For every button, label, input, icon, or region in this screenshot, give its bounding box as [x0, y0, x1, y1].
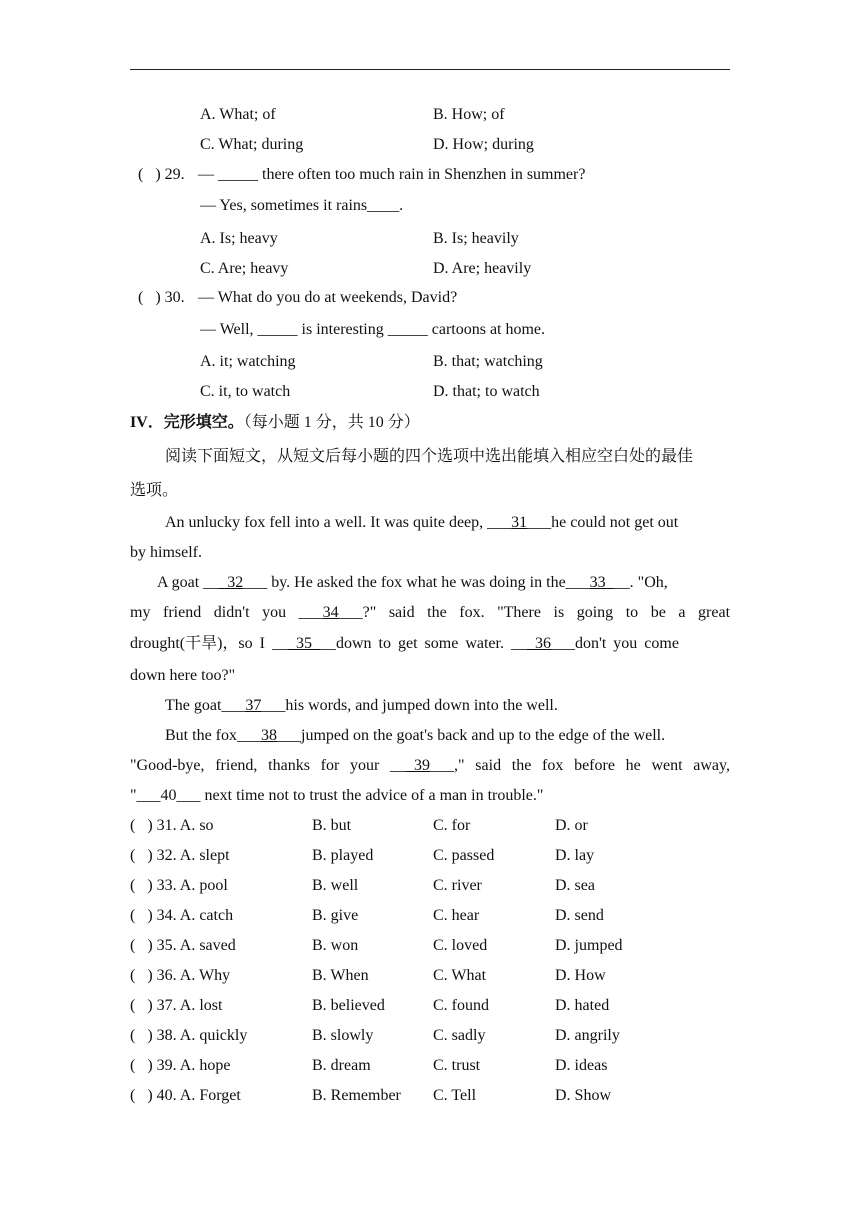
q29-option-c: C. Are; heavy: [200, 260, 289, 277]
q30-option-a: A. it; watching: [200, 353, 296, 370]
passage-line: drought(干旱)，so I ___35___down to get some water. ___36___don't you come: [130, 635, 679, 652]
cloze-question-option-b: B. won: [312, 937, 359, 954]
cloze-question-option-b: B. slowly: [312, 1027, 374, 1044]
blank-34: 34: [322, 604, 339, 621]
passage-line: A goat ___32___ by. He asked the fox what he was doing in the___33___. "Oh,: [157, 574, 668, 591]
q30-option-c: C. it, to watch: [200, 383, 291, 400]
cloze-question-option-a: ( ) 38. A. quickly: [130, 1027, 248, 1044]
passage-line: But the fox___38___jumped on the goat's back and up to the edge of the well.: [165, 727, 666, 744]
q30-option-d: D. that; to watch: [433, 383, 540, 400]
q29-option-b: B. Is; heavily: [433, 230, 519, 247]
blank-32: _32: [219, 574, 244, 591]
cloze-question-option-a: ( ) 37. A. lost: [130, 997, 223, 1014]
cloze-question-option-a: ( ) 32. A. slept: [130, 847, 230, 864]
q29-option-a: A. Is; heavy: [200, 230, 278, 247]
cloze-question-option-d: D. angrily: [555, 1027, 620, 1044]
cloze-question-option-c: C. hear: [433, 907, 480, 924]
cloze-question-option-c: C. What: [433, 967, 487, 984]
q28-option-d: D. How; during: [433, 136, 534, 153]
passage-line: "Good-bye, friend, thanks for your ___39___," said the fox before he went away,: [130, 757, 730, 774]
cloze-question-option-b: B. well: [312, 877, 359, 894]
cloze-question-option-c: C. trust: [433, 1057, 481, 1074]
blank-38: 38: [261, 727, 277, 744]
cloze-question-option-d: D. or: [555, 817, 588, 834]
cloze-question-option-c: C. Tell: [433, 1087, 477, 1104]
cloze-question-option-c: C. for: [433, 817, 471, 834]
blank-36: _36: [526, 635, 551, 652]
section-instruction-1: 阅读下面短文，从短文后每小题的四个选项中选出能填入相应空白处的最佳: [165, 448, 694, 465]
cloze-question-option-a: ( ) 35. A. saved: [130, 937, 236, 954]
cloze-question-option-b: B. but: [312, 817, 352, 834]
cloze-question-option-c: C. sadly: [433, 1027, 486, 1044]
q30-option-b: B. that; watching: [433, 353, 543, 370]
cloze-question-option-c: C. passed: [433, 847, 495, 864]
section-score: （每小题 1 分，共 10 分）: [243, 414, 420, 431]
q29-option-d: D. Are; heavily: [433, 260, 532, 277]
cloze-question-option-a: ( ) 36. A. Why: [130, 967, 231, 984]
q30-line2: — Well, _____ is interesting _____ cartoons at home.: [200, 321, 546, 338]
q28-option-a: A. What; of: [200, 106, 276, 123]
cloze-question-option-b: B. give: [312, 907, 359, 924]
blank-37: 37: [245, 697, 262, 714]
section-instruction-2: 选项。: [130, 482, 179, 499]
cloze-question-option-d: D. send: [555, 907, 604, 924]
blank-31: 31: [511, 514, 528, 531]
cloze-question-option-c: C. river: [433, 877, 482, 894]
header-rule: [130, 69, 730, 70]
cloze-question-option-b: B. believed: [312, 997, 385, 1014]
cloze-question-option-b: B. played: [312, 847, 374, 864]
cloze-question-option-d: D. ideas: [555, 1057, 608, 1074]
q28-option-b: B. How; of: [433, 106, 505, 123]
cloze-question-option-d: D. How: [555, 967, 606, 984]
cloze-question-option-a: ( ) 33. A. pool: [130, 877, 228, 894]
blank-39: _39: [406, 757, 431, 774]
passage-line: down here too?": [130, 667, 236, 684]
cloze-question-option-c: C. found: [433, 997, 489, 1014]
passage-line: by himself.: [130, 544, 202, 561]
q29-number: ( ) 29.: [138, 166, 185, 183]
section-title: IV．完形填空。: [130, 414, 244, 431]
cloze-question-option-a: ( ) 39. A. hope: [130, 1057, 231, 1074]
passage-line: my friend didn't you ___34___?" said the fox. "There is going to be a great: [130, 604, 731, 621]
cloze-question-option-b: B. When: [312, 967, 369, 984]
cloze-question-option-b: B. dream: [312, 1057, 371, 1074]
q29-line2: — Yes, sometimes it rains____.: [200, 197, 404, 214]
cloze-question-option-c: C. loved: [433, 937, 488, 954]
q30-line1: — What do you do at weekends, David?: [198, 289, 458, 306]
blank-33: 33_: [589, 574, 614, 591]
q30-number: ( ) 30.: [138, 289, 185, 306]
section-heading: [130, 413, 420, 433]
cloze-question-option-d: D. sea: [555, 877, 595, 894]
cloze-question-option-d: D. hated: [555, 997, 610, 1014]
passage-line: "___40___ next time not to trust the advice of a man in trouble.": [130, 787, 544, 804]
passage-line: An unlucky fox fell into a well. It was quite deep, ___31___he could not get out: [165, 514, 679, 531]
cloze-question-option-b: B. Remember: [312, 1087, 401, 1104]
cloze-question-option-d: D. lay: [555, 847, 595, 864]
q29-line1: — _____ there often too much rain in Shenzhen in summer?: [198, 166, 586, 183]
cloze-question-option-a: ( ) 40. A. Forget: [130, 1087, 241, 1104]
cloze-question-option-a: ( ) 34. A. catch: [130, 907, 234, 924]
cloze-question-option-d: D. Show: [555, 1087, 612, 1104]
cloze-question-option-a: ( ) 31. A. so: [130, 817, 214, 834]
q28-option-c: C. What; during: [200, 136, 304, 153]
passage-line: The goat___37___his words, and jumped down into the well.: [165, 697, 558, 714]
cloze-question-option-d: D. jumped: [555, 937, 623, 954]
blank-35: _35_: [288, 635, 320, 652]
